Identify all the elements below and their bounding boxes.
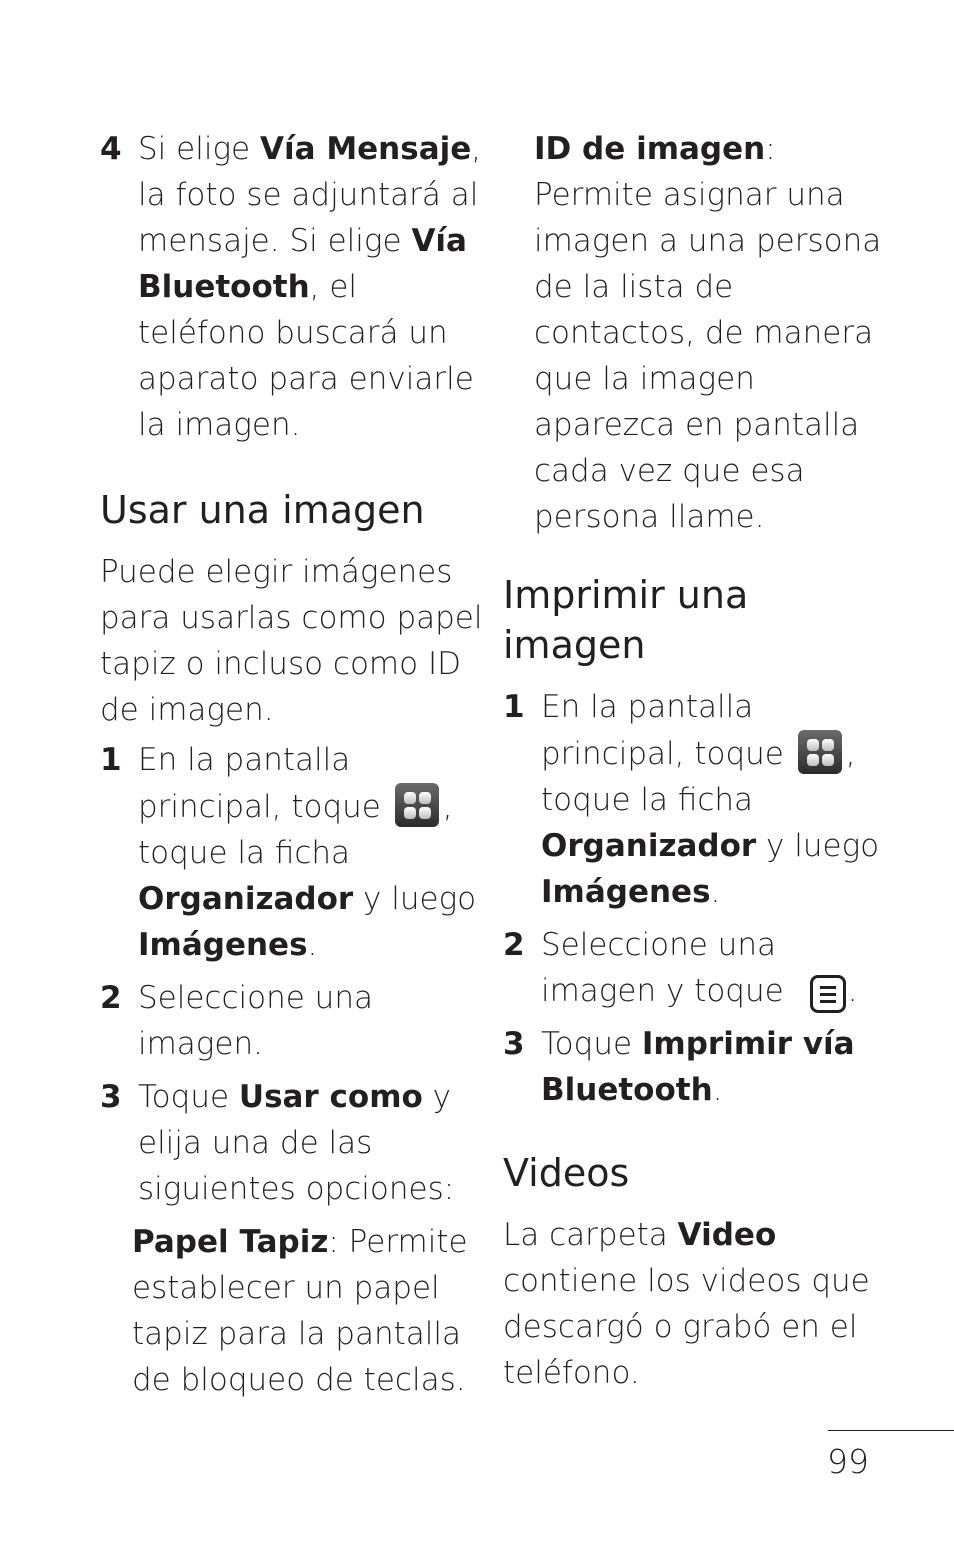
- bold-term: Imágenes: [541, 874, 711, 910]
- bold-term: Usar como: [238, 1079, 423, 1115]
- text: : Permite establecer un papel tapiz para la pantalla de bloqueo de teclas.: [132, 1224, 468, 1398]
- text: .: [307, 927, 318, 963]
- text: En la pantalla principal, toque: [541, 689, 794, 772]
- step-1: [100, 737, 490, 968]
- section-heading-usar-imagen: Usar una imagen: [100, 488, 425, 532]
- step-number: 1: [503, 689, 525, 725]
- text: , el teléfono buscará un aparato para enviarle la imagen.: [138, 269, 474, 443]
- bold-term: ID de imagen: [534, 131, 766, 167]
- right-column: [503, 126, 898, 1396]
- step-4: [100, 126, 490, 443]
- text: : Permite asignar una imagen a una persona de la lista de contactos, de manera que la imagen aparezca en pantalla cada vez que esa persona llame.: [534, 131, 882, 535]
- section-heading-imprimir: Imprimir una imagen: [503, 573, 749, 667]
- text: .: [847, 973, 858, 1009]
- bold-term: Imágenes: [138, 927, 308, 963]
- step-number: 3: [100, 1079, 122, 1115]
- step-2: [100, 975, 490, 1067]
- option-id-imagen: [503, 126, 898, 540]
- text: Seleccione una imagen y toque: [541, 927, 794, 1009]
- step-number: 2: [100, 980, 122, 1016]
- intro-paragraph: Puede elegir imágenes para usarlas como papel tapiz o incluso como ID de imagen.: [100, 554, 483, 728]
- menu-icon: [810, 975, 846, 1013]
- bold-term: Video: [677, 1217, 777, 1253]
- step-3: [100, 1074, 490, 1212]
- step-1: [503, 684, 898, 915]
- text: .: [710, 874, 721, 910]
- text: , la foto se adjuntará al mensaje. Si elige: [138, 131, 482, 259]
- text: La carpeta: [503, 1217, 678, 1253]
- text: contiene los videos que descargó o grabó en el teléfono.: [503, 1263, 870, 1391]
- left-column: [100, 126, 490, 1403]
- text: , toque la ficha: [138, 789, 453, 871]
- step-3: [503, 1021, 898, 1113]
- step-number: 2: [503, 927, 525, 963]
- text: , toque la ficha: [541, 736, 856, 818]
- option-papel-tapiz: [100, 1219, 490, 1403]
- section-heading-videos: Videos: [503, 1151, 630, 1195]
- page-number: 99: [827, 1442, 869, 1481]
- step-number: 1: [100, 742, 122, 778]
- text: En la pantalla principal, toque: [138, 742, 391, 825]
- step-2: [503, 922, 898, 1014]
- text: Si elige: [138, 131, 260, 167]
- text: Seleccione una imagen.: [138, 980, 373, 1062]
- apps-grid-icon: [798, 730, 842, 774]
- text: Toque: [541, 1026, 642, 1062]
- step-number: 4: [100, 131, 122, 167]
- bold-term: Imprimir vía Bluetooth: [541, 1026, 855, 1108]
- bold-term: Vía Bluetooth: [138, 223, 467, 305]
- videos-paragraph: [503, 1212, 898, 1396]
- bold-term: Vía Mensaje: [259, 131, 472, 167]
- apps-grid-icon: [395, 783, 439, 827]
- text: y luego: [353, 881, 477, 917]
- text: .: [712, 1072, 723, 1108]
- bold-term: Organizador: [138, 881, 354, 917]
- text: y elija una de las siguientes opciones:: [138, 1079, 455, 1207]
- step-number: 3: [503, 1026, 525, 1062]
- text: Toque: [138, 1079, 239, 1115]
- bold-term: Organizador: [541, 828, 757, 864]
- bold-term: Papel Tapiz: [132, 1224, 329, 1260]
- text: y luego: [756, 828, 880, 864]
- footer-divider: [828, 1430, 954, 1431]
